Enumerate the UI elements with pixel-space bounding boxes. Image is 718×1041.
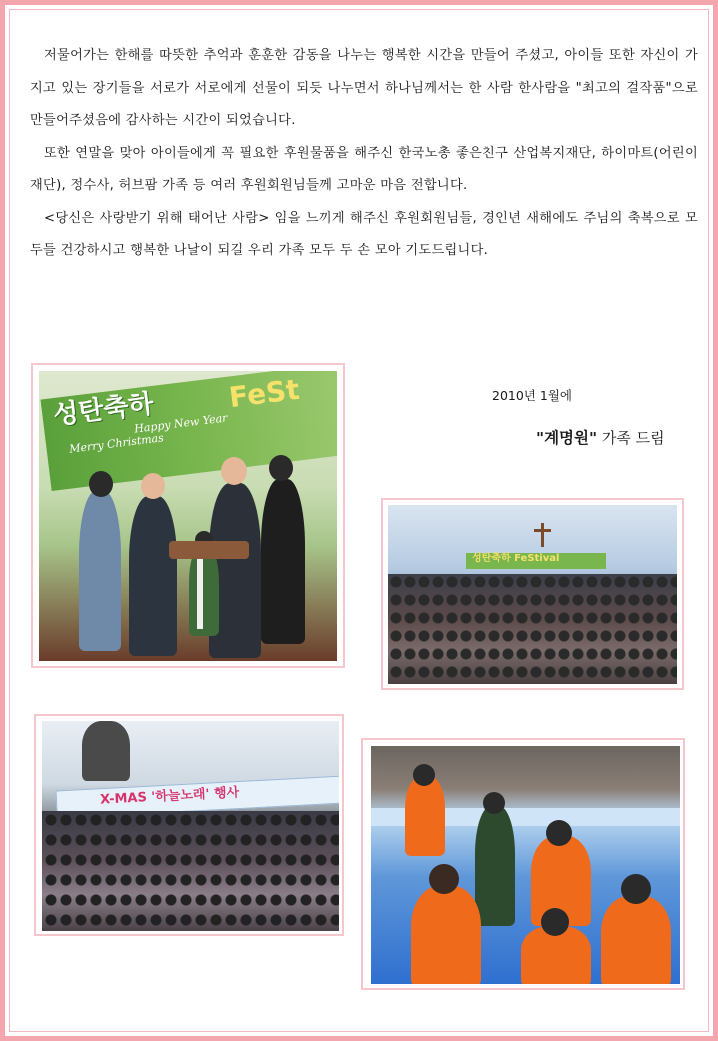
outdoor-banner-text: X-MAS '하늘노래' 행사: [99, 785, 240, 808]
dateline: 2010년 1월에: [492, 388, 572, 403]
photo-stage: [39, 371, 337, 661]
photo-church-frame: [381, 498, 684, 690]
signature: [536, 426, 665, 448]
photo-stage-frame: [31, 363, 345, 668]
photo-outdoor-frame: [34, 714, 344, 936]
photo-outdoor: [42, 721, 339, 931]
stage-banner-fest: FeSt: [227, 372, 302, 415]
church-banner-text: 성탄축하 FeStival: [472, 553, 560, 564]
letter-paragraph-2: 또한 연말을 맞아 아이들에게 꼭 필요한 후원물품을 해주신 한국노총 좋은친구 산업복지재단, 하이마트(어린이재단), 정수사, 허브팜 가족 등 여러 후원회원님들께 고마운 마음 전합니다.: [30, 145, 698, 193]
photo-pool: [371, 746, 680, 984]
stage-banner-sub2: Happy New Year: [133, 411, 229, 436]
signature-name: "계명원": [536, 429, 598, 447]
letter-body: [30, 40, 698, 268]
stage-banner-title: 성탄축하: [51, 388, 156, 431]
photo-pool-frame: [361, 738, 685, 990]
stage-banner-sub1: Merry Christmas: [68, 431, 165, 456]
letter-paragraph-3: <당신은 사랑받기 위해 태어난 사람> 임을 느끼게 해주신 후원회원님들, 경인년 새해에도 주님의 축복으로 모두들 건강하시고 행복한 나날이 되길 우리 가족 모두 두 손 모아 기도드립니다.: [30, 210, 698, 258]
photo-church: [388, 505, 677, 684]
signature-suffix: 가족 드림: [601, 429, 665, 447]
letter-paragraph-1: 저물어가는 한해를 따뜻한 추억과 훈훈한 감동을 나누는 행복한 시간을 만들어 주셨고, 아이들 또한 자신이 가지고 있는 장기들을 서로가 서로에게 선물이 되듯 나누면서 하나님께서는 한 사람 한사람을 "최고의 걸작품"으로 만들어주셨음에 감사하는 시간이 되었습니다.: [30, 48, 698, 128]
